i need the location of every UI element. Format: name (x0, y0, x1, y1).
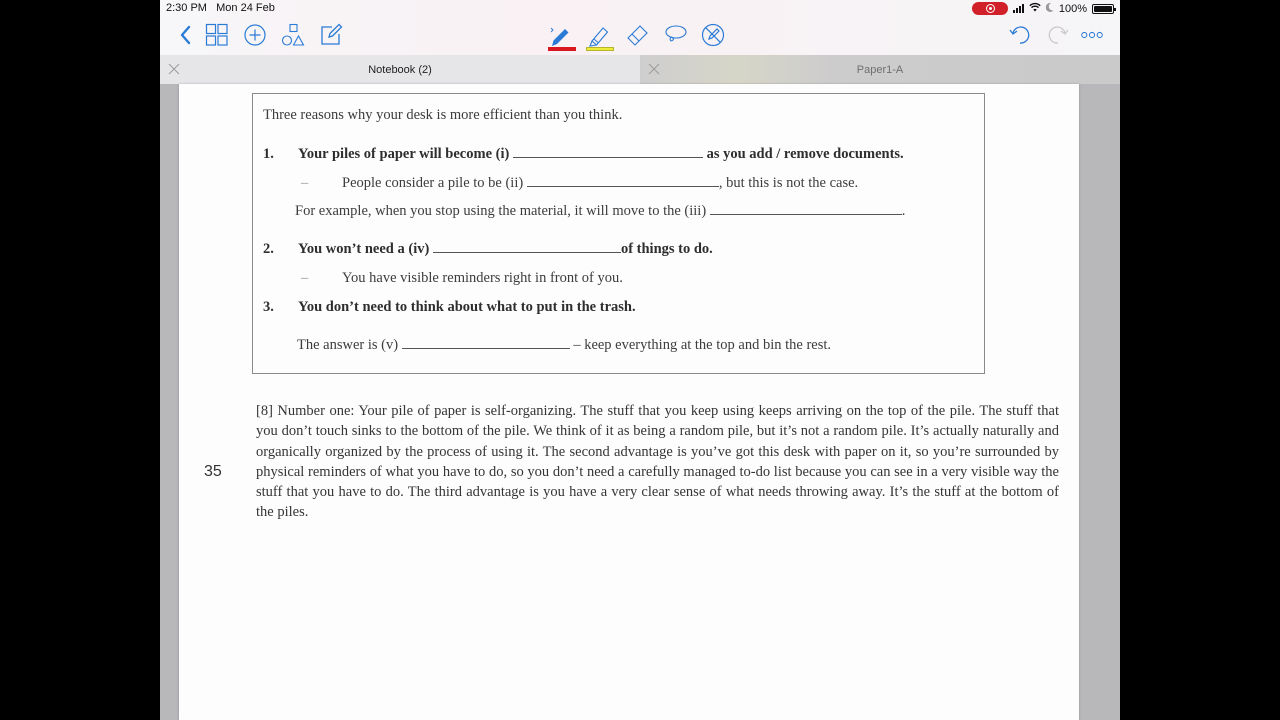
pen-color-indicator (548, 47, 576, 51)
battery-percent: 100% (1058, 2, 1087, 15)
plus-circle-icon (243, 23, 267, 47)
tab-label: Notebook (2) (368, 63, 432, 76)
shapes-button[interactable] (280, 22, 306, 48)
blank-iv[interactable] (433, 241, 621, 253)
blank-ii[interactable] (527, 175, 719, 187)
redo-button[interactable] (1045, 22, 1071, 48)
item-3-answer (297, 337, 831, 354)
question-box (252, 93, 985, 374)
tab-label: Paper1-A (856, 63, 904, 76)
lasso-icon (663, 23, 687, 47)
dash: – (301, 270, 309, 286)
item-1-sub (342, 175, 858, 192)
date: Mon 24 Feb (216, 2, 275, 14)
blank-iii[interactable] (710, 203, 902, 215)
chevron-left-icon (174, 23, 198, 47)
box-intro: Three reasons why your desk is more efficient than you think. (263, 107, 623, 123)
item-number: 3. (263, 299, 274, 315)
item-text: The answer is (v) (297, 337, 399, 353)
thumbnails-button[interactable] (204, 22, 230, 48)
app-toolbar (160, 0, 1120, 55)
item-text: People consider a pile to be (ii) (342, 175, 524, 191)
moon-icon (1046, 2, 1054, 15)
redo-icon (1046, 23, 1070, 47)
item-text: You won’t need a (iv) (298, 241, 430, 257)
screen-recording-icon (972, 2, 1008, 15)
add-button[interactable] (242, 22, 268, 48)
grid-icon (205, 23, 229, 47)
item-number: 1. (263, 146, 274, 162)
dash: – (301, 175, 309, 191)
status-time (166, 2, 275, 14)
item-2-sub: You have visible reminders right in front of you. (342, 270, 623, 286)
line-number: 35 (204, 463, 222, 480)
tab-paper1-a[interactable] (640, 55, 1120, 84)
close-tab-icon[interactable] (648, 63, 660, 75)
lasso-tool-button[interactable] (662, 22, 688, 48)
item-1-example (295, 203, 905, 220)
blank-i[interactable] (513, 146, 703, 158)
wifi-icon (1029, 2, 1041, 15)
item-text: of things to do. (620, 241, 713, 257)
item-text: Your piles of paper will become (i) (298, 146, 510, 162)
item-text: . (901, 203, 906, 219)
battery-icon (1092, 4, 1114, 14)
transcript-paragraph: [8] Number one: Your pile of paper is self-organizing. The stuff that you keep using keeps arriving on the top of the pile. The stuff that you don’t touch sinks to the bottom of the pile. We think of it as being a random pile, but it’s not a random pile. It’s actually naturally and organically organized by the process of using it. The second advantage is you’ve got this desk with paper on it, so you’re surrounded by physical reminders of what you have to do, so you don’t need a carefully managed to-do list because you can see in a very visible way the stuff that you have to do. The third advantage is you have a very clear sense of what needs throwing away. It’s the stuff at the bottom of the piles. (256, 403, 1059, 521)
eraser-tool-button[interactable] (625, 22, 651, 48)
item-text: For example, when you stop using the material, it will move to the (iii) (295, 203, 707, 219)
item-text: – keep everything at the top and bin the rest. (573, 337, 832, 353)
document-page[interactable] (179, 84, 1079, 720)
item-3: You don’t need to think about what to put in the trash. (298, 299, 636, 315)
compose-icon (319, 23, 343, 47)
close-tab-icon[interactable] (168, 63, 180, 75)
highlighter-color-indicator (586, 47, 614, 51)
edit-button[interactable] (318, 22, 344, 48)
item-1 (298, 146, 904, 163)
more-button[interactable] (1078, 22, 1106, 48)
blank-v[interactable] (402, 337, 570, 349)
disable-pen-button[interactable] (700, 22, 726, 48)
undo-button[interactable] (1007, 22, 1033, 48)
pen-icon (548, 25, 572, 49)
highlighter-icon (587, 25, 611, 49)
item-text: , but this is not the case. (718, 175, 859, 191)
document-tabs (160, 55, 1120, 84)
undo-icon (1008, 23, 1032, 47)
eraser-icon (626, 23, 650, 47)
item-2 (298, 241, 713, 258)
no-pen-icon (701, 23, 725, 47)
status-indicators (972, 2, 1114, 15)
ipad-screen (160, 0, 1120, 720)
item-text: as you add / remove documents. (706, 146, 904, 162)
signal-icon (1013, 4, 1024, 13)
item-number: 2. (263, 241, 274, 257)
clock: 2:30 PM (166, 2, 207, 14)
back-button[interactable] (173, 22, 199, 48)
tab-notebook[interactable] (160, 55, 640, 84)
more-icon (1080, 23, 1104, 47)
shapes-icon (281, 23, 305, 47)
